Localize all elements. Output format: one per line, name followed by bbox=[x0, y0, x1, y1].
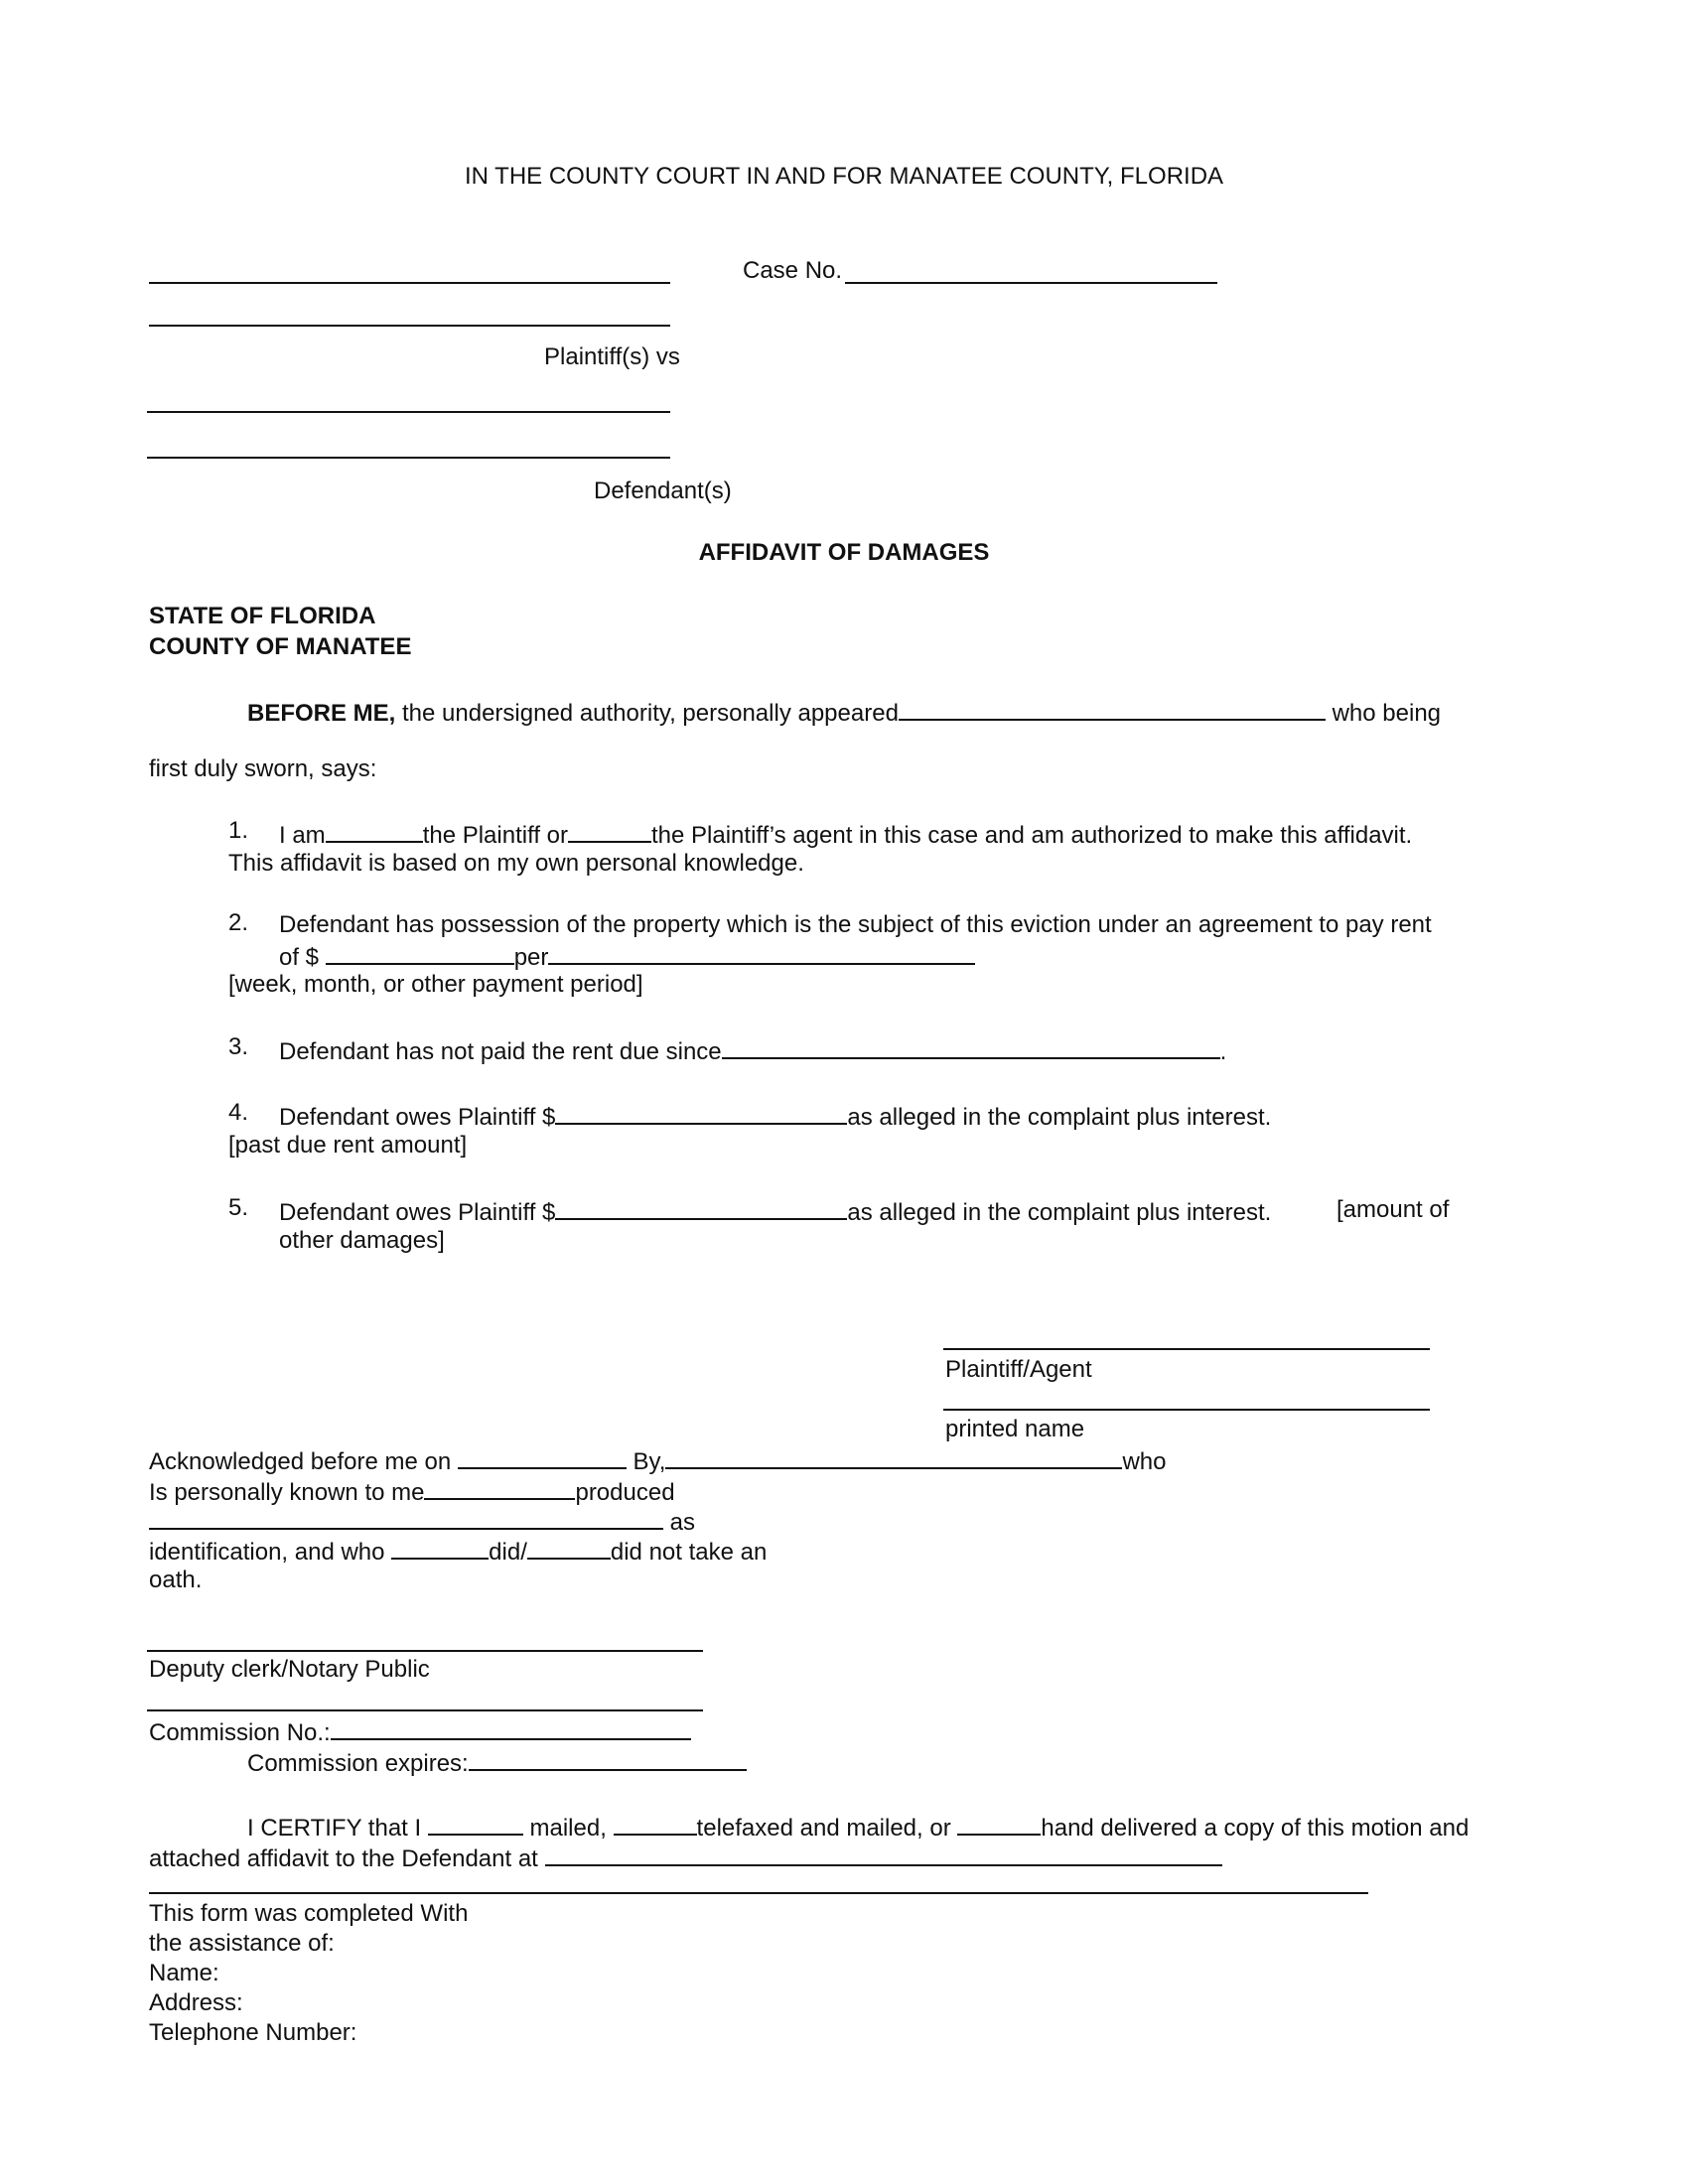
intro-tail: who being bbox=[1325, 700, 1442, 727]
unpaid-since-field[interactable] bbox=[722, 1037, 1220, 1059]
certify-a: I CERTIFY that I bbox=[247, 1815, 428, 1842]
assistance-name-label: Name: bbox=[149, 1960, 219, 1986]
ack-3: as bbox=[663, 1509, 696, 1536]
item-2-b: of $ bbox=[279, 944, 326, 971]
mailed-field[interactable] bbox=[428, 1814, 523, 1836]
deputy-clerk-label: Deputy clerk/Notary Public bbox=[149, 1656, 430, 1683]
item-1-c: the Plaintiff’s agent in this case and am authorized to make this affidavit. bbox=[651, 822, 1413, 849]
other-damages-field[interactable] bbox=[555, 1198, 847, 1220]
item-5-note-2: other damages] bbox=[279, 1227, 445, 1254]
defendant-line-2[interactable] bbox=[147, 457, 670, 459]
item-1-b: the Plaintiff or bbox=[422, 822, 568, 849]
assistance-address-label: Address: bbox=[149, 1989, 243, 2016]
item-2-line-3: [week, month, or other payment period] bbox=[228, 971, 643, 998]
item-4-line bbox=[279, 1103, 1271, 1130]
is-plaintiff-field[interactable] bbox=[326, 821, 423, 843]
commission-expires-line bbox=[247, 1749, 747, 1776]
ack-2a: Is personally known to me bbox=[149, 1479, 425, 1506]
defendant-line-1[interactable] bbox=[147, 411, 670, 413]
ack-line-5: oath. bbox=[149, 1567, 203, 1593]
commission-no-label: Commission No.: bbox=[149, 1719, 331, 1746]
item-3-number: 3. bbox=[228, 1033, 249, 1060]
commission-expires-label: Commission expires: bbox=[247, 1750, 469, 1777]
commission-expires-field[interactable] bbox=[469, 1749, 747, 1771]
assistance-line-1: This form was completed With bbox=[149, 1900, 469, 1927]
ack-by-field[interactable] bbox=[665, 1447, 1122, 1469]
ack-4c: did not take an bbox=[610, 1539, 768, 1566]
defendant-address-field[interactable] bbox=[545, 1844, 1222, 1866]
commission-no-line bbox=[149, 1718, 691, 1745]
certify-c: telefaxed and mailed, or bbox=[696, 1815, 958, 1842]
item-4-a: Defendant owes Plaintiff $ bbox=[279, 1104, 556, 1131]
item-4-b: as alleged in the complaint plus interest. bbox=[847, 1104, 1272, 1131]
ack-4b: did/ bbox=[489, 1539, 527, 1566]
intro-text: the undersigned authority, personally appeared bbox=[395, 700, 899, 727]
ack-line-3 bbox=[149, 1508, 695, 1535]
item-2-c: per bbox=[513, 944, 549, 971]
certify-b: mailed, bbox=[522, 1815, 614, 1842]
intro-line bbox=[247, 699, 1441, 726]
item-5-note: [amount of bbox=[1336, 1196, 1450, 1223]
venue-county: COUNTY OF MANATEE bbox=[149, 633, 412, 660]
case-no-field[interactable] bbox=[845, 282, 1217, 284]
item-5-b: as alleged in the complaint plus interest. bbox=[847, 1199, 1272, 1226]
ack-1c: who bbox=[1122, 1448, 1167, 1475]
hand-delivered-field[interactable] bbox=[957, 1814, 1041, 1836]
certify-d: hand delivered a copy of this motion and bbox=[1041, 1815, 1470, 1842]
ack-2b: produced bbox=[575, 1479, 675, 1506]
plaintiff-agent-label: Plaintiff/Agent bbox=[945, 1356, 1092, 1383]
certify-line-2 bbox=[149, 1844, 1222, 1871]
ack-1b: By, bbox=[626, 1448, 666, 1475]
printed-name-line[interactable] bbox=[943, 1409, 1430, 1411]
telefaxed-field[interactable] bbox=[614, 1814, 697, 1836]
item-1-number: 1. bbox=[228, 817, 249, 844]
notary-name-line[interactable] bbox=[147, 1709, 703, 1711]
notary-signature-line[interactable] bbox=[147, 1650, 703, 1652]
rent-amount-field[interactable] bbox=[326, 943, 514, 965]
item-1-line-1 bbox=[279, 821, 1412, 848]
item-4-number: 4. bbox=[228, 1099, 249, 1126]
intro-bold: BEFORE ME, bbox=[247, 700, 396, 727]
took-oath-field[interactable] bbox=[391, 1538, 489, 1560]
document-title: AFFIDAVIT OF DAMAGES bbox=[698, 539, 990, 566]
ack-line-2 bbox=[149, 1478, 675, 1505]
item-5-a: Defendant owes Plaintiff $ bbox=[279, 1199, 556, 1226]
item-2-line-2 bbox=[279, 943, 975, 970]
item-3-line bbox=[279, 1037, 1226, 1064]
printed-name-label: printed name bbox=[945, 1416, 1085, 1442]
ack-line-1 bbox=[149, 1447, 1166, 1474]
is-agent-field[interactable] bbox=[568, 821, 651, 843]
no-oath-field[interactable] bbox=[527, 1538, 611, 1560]
defendant-address-line-2[interactable] bbox=[149, 1892, 1368, 1894]
payment-period-field[interactable] bbox=[548, 943, 975, 965]
assistance-line-2: the assistance of: bbox=[149, 1930, 335, 1957]
item-4-note: [past due rent amount] bbox=[228, 1132, 468, 1159]
court-heading: IN THE COUNTY COURT IN AND FOR MANATEE COUNTY, FLORIDA bbox=[464, 163, 1224, 190]
plaintiff-line-1[interactable] bbox=[149, 282, 670, 284]
identification-field[interactable] bbox=[149, 1508, 663, 1530]
ack-date-field[interactable] bbox=[458, 1447, 627, 1469]
item-3-b: . bbox=[1219, 1038, 1227, 1065]
affiant-name-field[interactable] bbox=[899, 699, 1326, 721]
commission-no-field[interactable] bbox=[331, 1718, 691, 1740]
personally-known-field[interactable] bbox=[424, 1478, 575, 1500]
ack-1a: Acknowledged before me on bbox=[149, 1448, 458, 1475]
plaintiffs-vs-label: Plaintiff(s) vs bbox=[544, 343, 680, 370]
assistance-phone-label: Telephone Number: bbox=[149, 2019, 357, 2046]
case-no-label: Case No. bbox=[743, 257, 843, 284]
certify-e: attached affidavit to the Defendant at bbox=[149, 1845, 545, 1872]
item-1-line-2: This affidavit is based on my own personal knowledge. bbox=[228, 850, 804, 877]
plaintiff-line-2[interactable] bbox=[149, 325, 670, 327]
item-5-line bbox=[279, 1198, 1271, 1225]
item-1-a: I am bbox=[279, 822, 326, 849]
item-5-number: 5. bbox=[228, 1194, 249, 1221]
item-2-number: 2. bbox=[228, 909, 249, 936]
defendants-label: Defendant(s) bbox=[594, 478, 732, 504]
item-3-a: Defendant has not paid the rent due since bbox=[279, 1038, 722, 1065]
ack-4a: identification, and who bbox=[149, 1539, 392, 1566]
item-2-line-1: Defendant has possession of the property which is the subject of this eviction under an agreement to pay rent bbox=[279, 911, 1432, 938]
ack-line-4 bbox=[149, 1538, 767, 1565]
certify-line-1 bbox=[247, 1814, 1469, 1841]
intro-line-2: first duly sworn, says: bbox=[149, 755, 377, 782]
past-due-rent-field[interactable] bbox=[555, 1103, 847, 1125]
venue-state: STATE OF FLORIDA bbox=[149, 603, 376, 629]
plaintiff-signature-line[interactable] bbox=[943, 1348, 1430, 1350]
